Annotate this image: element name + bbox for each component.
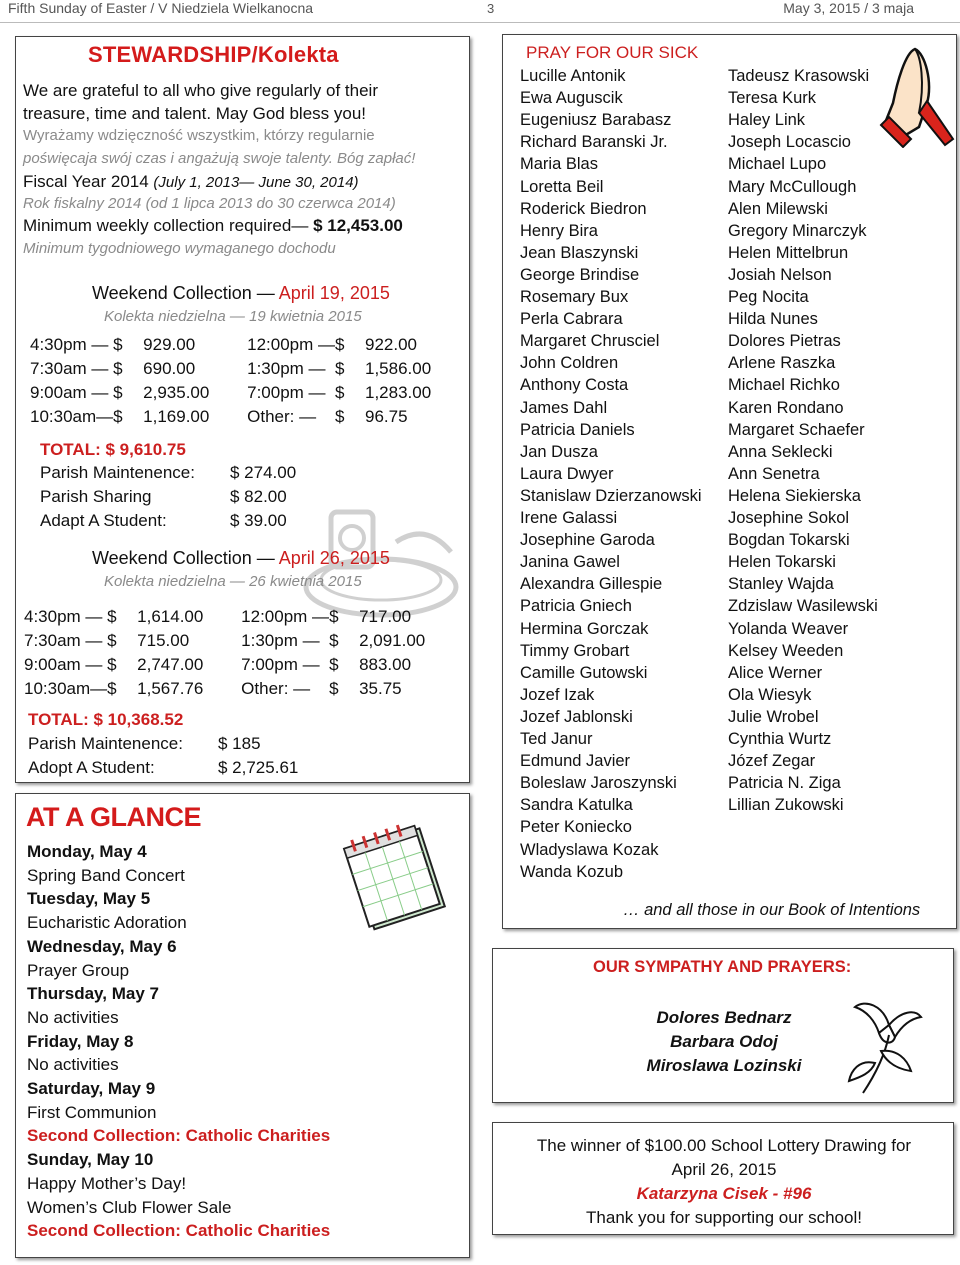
- fund-value: $ 2,725.61: [218, 758, 299, 777]
- dollar-sign: $: [335, 359, 345, 378]
- mass-amount: 2,091.00: [359, 631, 426, 650]
- mass-amount: 690.00: [143, 359, 196, 378]
- sick-person-name: Peg Nocita: [728, 288, 809, 306]
- glance-event: Prayer Group: [27, 960, 130, 980]
- glance-event: No activities: [27, 1055, 119, 1075]
- sick-person-name: Michael Richko: [728, 376, 840, 395]
- mass-time: 10:30am—: [24, 679, 108, 698]
- sick-person-name: Jan Dusza: [520, 442, 598, 461]
- lottery-line-1: The winner of $100.00 School Lottery Drawing for: [536, 1136, 912, 1155]
- glance-event: Second Collection: Catholic Charities: [27, 1221, 331, 1241]
- sick-person-name: Peter Koniecko: [520, 818, 632, 837]
- glance-event: No activities: [27, 1007, 119, 1027]
- mass-time: 9:00am —: [24, 655, 103, 674]
- pray-for-sick-title: PRAY FOR OUR SICK: [526, 43, 699, 62]
- sick-person-name: Josiah Nelson: [728, 265, 832, 284]
- thanks-english-line-2: treasure, time and talent. May God bless you!: [23, 104, 367, 123]
- header-title: Fifth Sunday of Easter / V Niedziela Wielkanocna: [8, 0, 314, 16]
- dollar-sign: $: [107, 655, 117, 674]
- minimum-required-line: [23, 216, 403, 236]
- mass-time: 1:30pm —: [241, 631, 320, 650]
- sick-person-name: Margaret Schaefer: [728, 420, 865, 439]
- mass-time: Other: —: [247, 407, 317, 426]
- mass-time: 7:30am —: [24, 631, 103, 650]
- sick-person-name: Yolanda Weaver: [728, 619, 849, 638]
- mass-amount: 929.00: [143, 335, 196, 354]
- header-divider: [0, 22, 960, 23]
- lottery-thanks: Thank you for supporting our school!: [586, 1208, 862, 1227]
- collection-row: [30, 357, 469, 381]
- glance-day-heading: Tuesday, May 5: [27, 889, 151, 909]
- sick-person-name: Wladyslawa Kozak: [520, 840, 659, 859]
- sick-person-name: Zdzislaw Wasilewski: [728, 597, 878, 616]
- mass-time: 4:30pm —: [30, 335, 109, 354]
- dollar-sign: $: [335, 335, 345, 354]
- sick-person-name: Jozef Jablonski: [520, 707, 633, 726]
- sick-person-name: Roderick Biedron: [520, 199, 647, 218]
- fund-label: Adapt A Student:: [40, 511, 167, 530]
- fund-value: $ 274.00: [230, 463, 297, 482]
- sick-person-name: Irene Galassi: [520, 509, 618, 527]
- mass-amount: 1,283.00: [365, 383, 432, 402]
- glance-day-heading: Wednesday, May 6: [27, 936, 177, 956]
- mass-amount: 715.00: [137, 631, 190, 650]
- pray-for-sick-section: [502, 34, 957, 929]
- sick-person-name: Jean Blaszynski: [520, 243, 639, 262]
- fund-label: Parish Maintenence:: [40, 463, 195, 482]
- sick-person-name: Richard Baranski Jr.: [520, 133, 668, 152]
- dollar-sign: $: [107, 631, 117, 650]
- header-date: May 3, 2015 / 3 maja: [783, 0, 914, 16]
- fund-label: Parish Maintenence:: [28, 734, 183, 753]
- dollar-sign: $: [113, 407, 123, 426]
- sick-person-name: Bogdan Tokarski: [728, 531, 850, 550]
- mass-amount: 883.00: [359, 655, 412, 674]
- mass-amount: 2,935.00: [143, 383, 210, 402]
- sick-person-name: Haley Link: [728, 111, 806, 130]
- dollar-sign: $: [107, 679, 117, 698]
- sick-person-name: Lucille Antonik: [520, 67, 626, 85]
- glance-event: Spring Band Concert: [27, 865, 185, 885]
- fiscal-year-label: Fiscal Year 2014: [23, 172, 154, 191]
- sick-person-name: Margaret Chrusciel: [520, 332, 660, 351]
- dollar-sign: $: [107, 607, 117, 626]
- mass-time: 7:00pm —: [241, 655, 320, 674]
- book-of-intentions-note: … and all those in our Book of Intentions: [623, 901, 921, 919]
- fund-label: Adopt A Student:: [28, 758, 155, 777]
- sick-person-name: Anna Seklecki: [728, 442, 833, 461]
- sick-person-name: Henry Bira: [520, 221, 598, 240]
- sick-person-name: Alexandra Gillespie: [520, 575, 663, 594]
- lily-icon: [845, 985, 925, 1097]
- glance-event: Eucharistic Adoration: [27, 913, 187, 933]
- glance-day-heading: Saturday, May 9: [27, 1079, 156, 1098]
- sick-person-name: Jozef Izak: [520, 685, 595, 704]
- minimum-required-label: Minimum weekly collection required—: [23, 216, 309, 235]
- sick-person-name: Kelsey Weeden: [728, 641, 844, 660]
- page-header: [0, 0, 960, 22]
- sick-person-name: Wanda Kozub: [520, 862, 624, 881]
- sick-person-name: James Dahl: [520, 398, 608, 417]
- glance-day-heading: Sunday, May 10: [27, 1150, 154, 1170]
- sick-person-name: Teresa Kurk: [728, 89, 817, 108]
- collection-row: [24, 677, 463, 701]
- at-a-glance-title: AT A GLANCE: [26, 802, 201, 832]
- fund-value: $ 185: [218, 734, 261, 753]
- mass-time: 12:00pm —: [241, 607, 330, 626]
- mass-amount: 96.75: [365, 407, 408, 426]
- week1-heading-polish: Kolekta niedzielna — 19 kwietnia 2015: [104, 308, 362, 325]
- sick-person-name: Camille Gutowski: [520, 663, 648, 682]
- praying-hands-icon: [875, 43, 957, 148]
- dollar-sign: $: [329, 655, 339, 674]
- sick-person-name: Ewa Auguscik: [520, 89, 623, 108]
- sick-person-name: Edmund Javier: [520, 752, 631, 771]
- collection-row: [24, 629, 463, 653]
- mass-amount: 1,567.76: [137, 679, 204, 698]
- dollar-sign: $: [329, 631, 339, 650]
- sick-person-name: Maria Blas: [520, 155, 598, 174]
- sick-person-name: Cynthia Wurtz: [728, 730, 832, 748]
- collection-row: [30, 405, 469, 429]
- sick-person-name: Lillian Zukowski: [728, 796, 844, 815]
- week2-heading: [92, 548, 390, 569]
- dollar-sign: $: [113, 359, 123, 378]
- week2-total: TOTAL: $ 10,368.52: [28, 710, 184, 729]
- sick-person-name: Hermina Gorczak: [520, 619, 649, 638]
- sick-person-name: Patricia N. Ziga: [728, 774, 841, 793]
- sick-person-name: Helena Siekierska: [728, 486, 861, 505]
- fiscal-year-polish: Rok fiskalny 2014 (od 1 lipca 2013 do 30 czerwca 2014): [23, 195, 396, 212]
- sick-person-name: Karen Rondano: [728, 398, 844, 417]
- sick-person-name: Sandra Katulka: [520, 796, 633, 815]
- week1-heading: [92, 283, 390, 304]
- sick-person-name: Patricia Daniels: [520, 420, 635, 439]
- dollar-sign: $: [113, 335, 123, 354]
- stewardship-title: STEWARDSHIP/Kolekta: [88, 42, 339, 67]
- week2-heading-label: Weekend Collection —: [92, 548, 275, 568]
- sick-person-name: Perla Cabrara: [520, 310, 623, 329]
- lottery-date: April 26, 2015: [671, 1160, 777, 1179]
- mass-time: 4:30pm —: [24, 607, 103, 626]
- at-a-glance-section: [15, 793, 470, 1258]
- sick-person-name: Michael Lupo: [728, 155, 827, 174]
- sick-person-name: Stanley Wajda: [728, 575, 834, 594]
- sick-person-name: Stanislaw Dzierzanowski: [520, 486, 702, 505]
- fund-label: Parish Sharing: [40, 487, 152, 506]
- mass-amount: 2,747.00: [137, 655, 204, 674]
- mass-time: 7:30am —: [30, 359, 109, 378]
- sympathy-name: Miroslawa Lozinski: [646, 1056, 802, 1075]
- week2-collection-table: [24, 605, 463, 701]
- sick-person-name: Joseph Locascio: [728, 133, 851, 152]
- collection-row: [24, 653, 463, 677]
- school-lottery-section: [492, 1122, 954, 1235]
- dollar-sign: $: [329, 607, 339, 626]
- fund-value: $ 39.00: [230, 511, 287, 530]
- glance-day-heading: Monday, May 4: [27, 842, 147, 861]
- sick-person-name: Ola Wiesyk: [728, 685, 812, 704]
- sick-person-name: Józef Zegar: [728, 752, 816, 771]
- sick-person-name: Josephine Sokol: [728, 509, 850, 527]
- sick-person-name: Loretta Beil: [520, 177, 604, 196]
- week1-collection-table: [30, 333, 469, 429]
- thanks-polish-line-2: poświęcaja swój czas i angażują swoje talenty. Bóg zapłać!: [23, 150, 416, 167]
- sick-person-name: Gregory Minarczyk: [728, 221, 867, 240]
- sympathy-title: OUR SYMPATHY AND PRAYERS:: [593, 958, 852, 976]
- mass-amount: 35.75: [359, 679, 402, 698]
- sympathy-name: Dolores Bednarz: [656, 1008, 792, 1027]
- sick-person-name: Janina Gawel: [520, 553, 620, 572]
- mass-amount: 922.00: [365, 335, 417, 354]
- sick-person-name: Ann Senetra: [728, 464, 820, 483]
- mass-time: 10:30am—: [30, 407, 114, 426]
- minimum-required-value: $ 12,453.00: [313, 216, 403, 235]
- week1-total: TOTAL: $ 9,610.75: [40, 440, 186, 459]
- glance-day-heading: Thursday, May 7: [27, 984, 159, 1004]
- glance-event: Second Collection: Catholic Charities: [27, 1126, 331, 1146]
- stewardship-section: [15, 36, 470, 783]
- thanks-english-line-1: We are grateful to all who give regularly of their: [23, 81, 378, 100]
- sick-person-name: John Coldren: [520, 354, 619, 373]
- week2-heading-polish: Kolekta niedzielna — 26 kwietnia 2015: [104, 573, 362, 590]
- sick-person-name: Hilda Nunes: [728, 310, 818, 329]
- dollar-sign: $: [335, 407, 345, 426]
- sick-person-name: Patricia Gniech: [520, 597, 632, 616]
- week1-heading-label: Weekend Collection —: [92, 283, 275, 303]
- collection-row: [24, 605, 463, 629]
- glance-event: Happy Mother’s Day!: [27, 1173, 187, 1193]
- sick-person-name: Anthony Costa: [520, 376, 629, 395]
- mass-amount: 1,614.00: [137, 607, 204, 626]
- sick-person-name: Mary McCullough: [728, 177, 857, 196]
- sympathy-section: [492, 948, 954, 1103]
- sick-person-name: Alice Werner: [728, 663, 823, 682]
- sick-person-name: Josephine Garoda: [520, 531, 655, 550]
- sympathy-name: Barbara Odoj: [670, 1032, 778, 1051]
- mass-time: 9:00am —: [30, 383, 109, 402]
- sick-person-name: Rosemary Bux: [520, 288, 629, 306]
- week2-date: April 26, 2015: [278, 548, 390, 568]
- mass-time: 7:00pm —: [247, 383, 326, 402]
- sick-person-name: Tadeusz Krasowski: [728, 67, 870, 85]
- thanks-polish-line-1: Wyrażamy wdzięczność wszystkim, którzy regularnie: [23, 127, 375, 144]
- sick-person-name: Laura Dwyer: [520, 464, 614, 483]
- glance-event: First Communion: [27, 1102, 157, 1122]
- glance-day-heading: Friday, May 8: [27, 1031, 134, 1051]
- lottery-winner: Katarzyna Cisek - #96: [636, 1184, 812, 1203]
- dollar-sign: $: [329, 679, 339, 698]
- sick-person-name: Helen Mittelbrun: [728, 243, 849, 262]
- sick-person-name: Boleslaw Jaroszynski: [520, 774, 677, 793]
- sick-person-name: Ted Janur: [520, 730, 593, 748]
- mass-amount: 1,586.00: [365, 359, 432, 378]
- fiscal-year-line: [23, 172, 359, 192]
- fiscal-year-range: (July 1, 2013— June 30, 2014): [153, 174, 359, 191]
- collection-row: [30, 381, 469, 405]
- page-number: 3: [487, 1, 495, 16]
- mass-time: Other: —: [241, 679, 311, 698]
- dollar-sign: $: [335, 383, 345, 402]
- glance-event: Women’s Club Flower Sale: [27, 1197, 232, 1217]
- mass-amount: 1,169.00: [143, 407, 210, 426]
- mass-time: 12:00pm —: [247, 335, 336, 354]
- fund-value: $ 82.00: [230, 487, 287, 506]
- sick-person-name: Alen Milewski: [728, 199, 828, 218]
- mass-amount: 717.00: [359, 607, 412, 626]
- sick-person-name: Dolores Pietras: [728, 332, 841, 351]
- sick-person-name: Eugeniusz Barabasz: [520, 111, 672, 130]
- calendar-icon: [341, 816, 451, 931]
- minimum-required-polish: Minimum tygodniowego wymaganego dochodu: [23, 240, 336, 257]
- collection-row: [30, 333, 469, 357]
- mass-time: 1:30pm —: [247, 359, 326, 378]
- sick-person-name: Helen Tokarski: [728, 553, 836, 572]
- sick-person-name: George Brindise: [520, 265, 640, 284]
- sick-person-name: Arlene Raszka: [728, 354, 836, 373]
- sick-person-name: Julie Wrobel: [728, 707, 819, 726]
- dollar-sign: $: [113, 383, 123, 402]
- week1-date: April 19, 2015: [278, 283, 390, 303]
- sick-person-name: Timmy Grobart: [520, 641, 630, 660]
